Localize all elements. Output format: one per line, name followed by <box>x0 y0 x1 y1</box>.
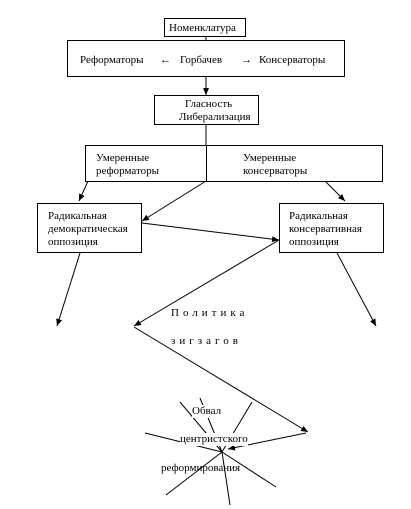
moderates-box <box>85 145 383 182</box>
radical-cons-l2: консервативная <box>289 223 362 235</box>
glasnost-label: Гласность <box>185 98 233 110</box>
radical-conservative-box <box>279 203 384 253</box>
collapse-l3: реформирования <box>161 462 241 474</box>
radical-cons-l3: оппозиция <box>289 236 339 248</box>
arrow-right-icon: → <box>241 54 252 66</box>
connector-raddem-down <box>57 253 80 326</box>
glasnost-box <box>154 95 259 125</box>
policy-label: Политика <box>171 307 249 319</box>
reformers-label: Реформаторы <box>80 54 144 66</box>
zigzags-label: зигзагов <box>171 335 242 347</box>
nomenclature-box <box>164 18 246 37</box>
collapse-l2: центристского <box>180 433 248 445</box>
moderate-conservatives-l1: Умеренные <box>243 152 297 164</box>
connector-modref-raddem <box>79 181 88 201</box>
radical-democratic-box <box>37 203 142 253</box>
moderate-conservatives-l2: консерваторы <box>243 165 308 177</box>
moderate-reformers-l1: Умеренные <box>96 152 150 164</box>
moderates-divider <box>206 146 207 181</box>
main-box <box>67 40 345 77</box>
connector-modcons-raddem <box>142 181 206 221</box>
radical-cons-l1: Радикальная <box>289 210 348 222</box>
liberalization-label: Либерализация <box>179 111 251 123</box>
connector-modcons-radcons <box>325 181 345 201</box>
moderate-reformers-l2: реформаторы <box>96 165 160 177</box>
arrow-left-icon: ← <box>160 54 171 66</box>
gorbachev-label: Горбачев <box>180 54 223 66</box>
connector-raddem-radcons <box>142 223 279 240</box>
connector-radcons-down <box>337 253 376 326</box>
radical-dem-l2: демократическая <box>48 223 128 235</box>
nomenclature-label: Номенклатура <box>169 22 236 34</box>
radical-dem-l1: Радикальная <box>48 210 107 222</box>
collapse-l1: Обвал <box>192 405 222 417</box>
radical-dem-l3: оппозиция <box>48 236 98 248</box>
conservatives-label: Консерваторы <box>259 54 326 66</box>
